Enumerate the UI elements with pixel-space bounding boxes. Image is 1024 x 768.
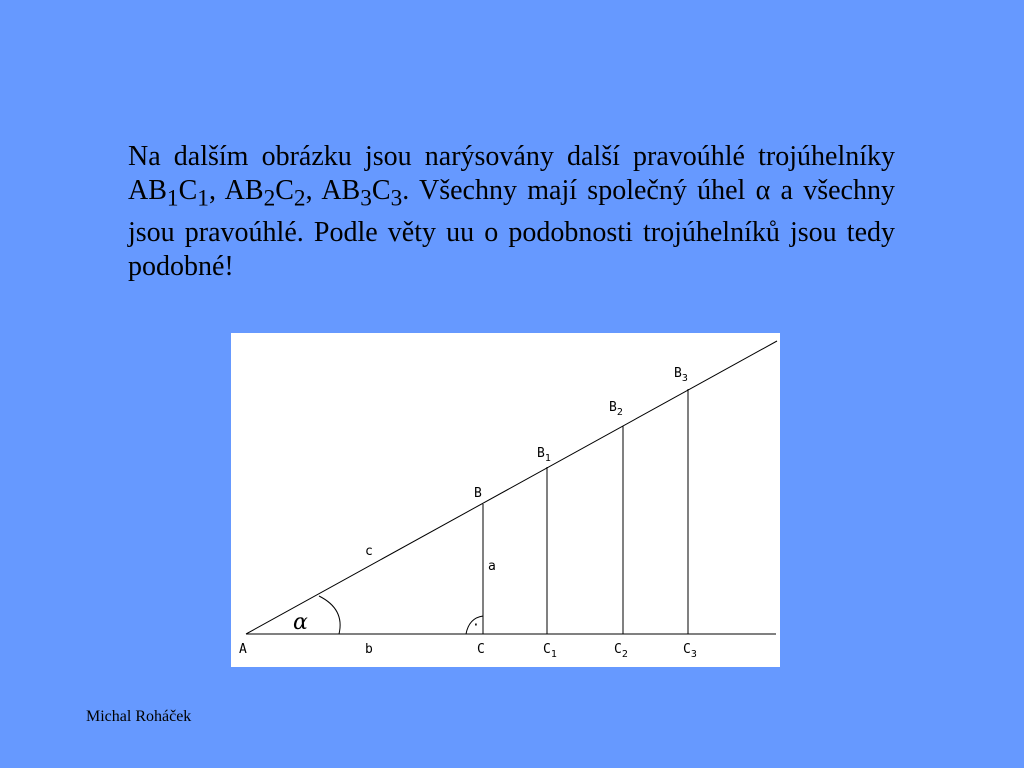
- label-c: c: [365, 544, 373, 559]
- subscript: 2: [263, 185, 276, 212]
- label-alpha: α: [293, 610, 308, 635]
- label-C: C: [477, 642, 485, 657]
- label-A: A: [239, 642, 247, 657]
- label-B: B: [474, 486, 482, 501]
- subscript: 3: [390, 185, 403, 212]
- similar-triangles-figure: [231, 333, 780, 667]
- text-segment: Na dalším obrázku jsou narýsovány další pravoúhlé trojúhelníky AB: [128, 141, 895, 206]
- right-angle-dot: ·: [472, 618, 480, 633]
- label-a: a: [488, 559, 496, 574]
- text-segment: a všechny jsou pravoúhlé. Podle věty uu o podobnosti trojúhelníků jsou tedy podobné!: [128, 175, 895, 282]
- text-segment: . Všechny mají společný úhel: [402, 175, 756, 206]
- subscript: 3: [360, 185, 372, 212]
- text-segment: C: [371, 175, 391, 206]
- hypotenuse-line: [246, 341, 777, 634]
- triangle-diagram: [231, 333, 780, 667]
- subscript: 1: [166, 185, 179, 212]
- alpha-arc: [319, 596, 340, 634]
- text-segment: C: [275, 175, 294, 206]
- label-C2: $C_2$: [614, 642, 628, 660]
- label-B2: $B_2$: [609, 400, 623, 418]
- text-segment: α: [755, 175, 771, 206]
- label-C3: $C_3$: [683, 642, 697, 660]
- label-B1: $B_1$: [537, 446, 551, 464]
- footer-author: Michal Roháček: [86, 708, 192, 725]
- label-B3: $B_3$: [674, 366, 688, 384]
- text-segment: , AB: [208, 175, 264, 206]
- subscript: 2: [293, 185, 306, 212]
- label-C1: $C_1$: [543, 642, 557, 660]
- label-b: b: [365, 642, 373, 657]
- slide-paragraph: [128, 140, 895, 284]
- text-segment: C: [178, 175, 198, 206]
- text-segment: , AB: [305, 175, 361, 206]
- subscript: 1: [197, 185, 209, 212]
